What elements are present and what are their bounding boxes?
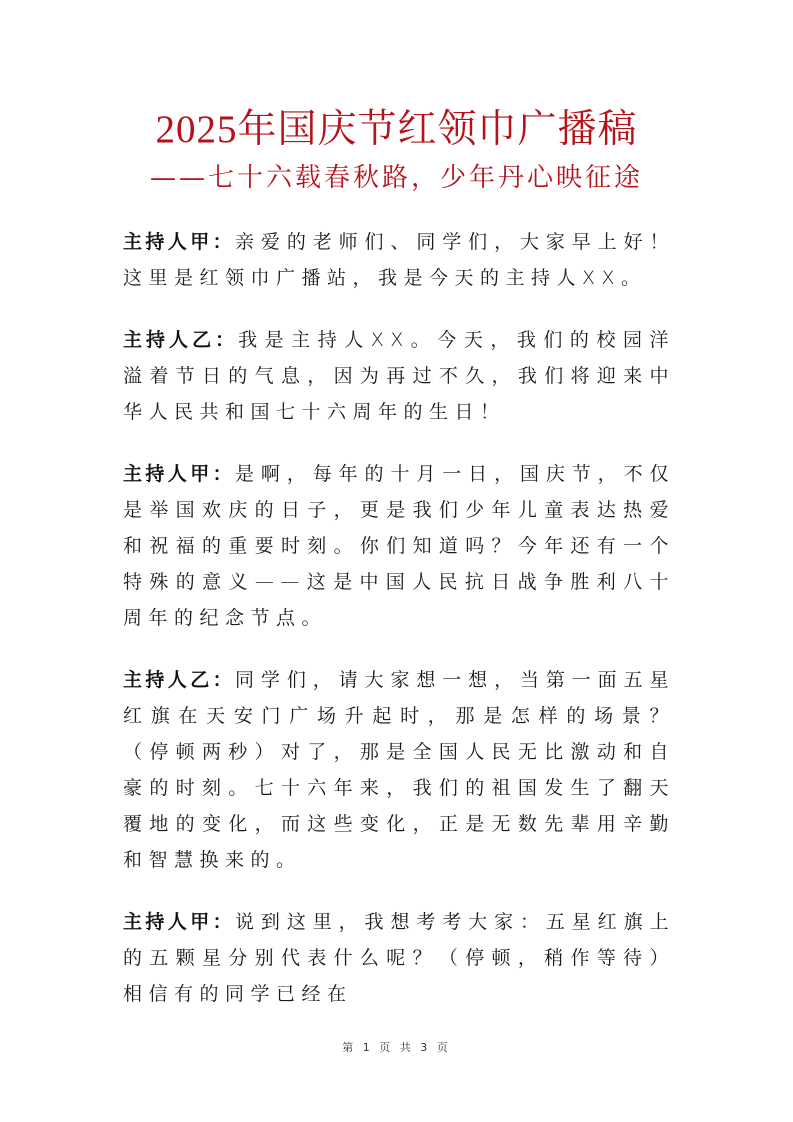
speaker-label: 主持人甲： <box>123 911 236 933</box>
dialogue-paragraph <box>123 904 675 1012</box>
page-number-footer: 第 1 页 共 3 页 <box>342 1041 451 1054</box>
dialogue-paragraph <box>123 662 675 878</box>
dialogue-text: 同学们，请大家想一想，当第一面五星红旗在天安门广场升起时，那是怎样的场景？（停顿两秒）对了，那是全国人民无比激动和自豪的时刻。七十六年来，我们的祖国发生了翻天覆地的变化，而这些变化，正是无数先辈用辛勤和智慧换来的。 <box>123 669 675 871</box>
speaker-label: 主持人乙： <box>123 329 239 351</box>
dialogue-paragraph <box>123 322 675 430</box>
dialogue-text: 亲爱的老师们、同学们，大家早上好！这里是红领巾广播站，我是今天的主持人XX。 <box>123 231 675 289</box>
speaker-label: 主持人乙： <box>123 669 236 691</box>
dialogue-paragraph <box>123 224 675 296</box>
document-body <box>123 224 675 1038</box>
document-subtitle: ——七十六载春秋路，少年丹心映征途 <box>149 163 643 193</box>
dialogue-text: 是啊，每年的十月一日，国庆节，不仅是举国欢庆的日子，更是我们少年儿童表达热爱和祝福的重要时刻。你们知道吗？今年还有一个特殊的意义——这是中国人民抗日战争胜利八十周年的纪念节点。 <box>123 463 675 629</box>
dialogue-paragraph <box>123 456 675 636</box>
speaker-label: 主持人甲： <box>123 463 236 485</box>
dialogue-text: 说到这里，我想考考大家：五星红旗上的五颗星分别代表什么呢？（停顿，稍作等待）相信有的同学已经在 <box>123 911 675 1005</box>
document-title: 2025年国庆节红领巾广播稿 <box>155 108 638 151</box>
speaker-label: 主持人甲： <box>123 231 236 253</box>
dialogue-text: 我是主持人XX。今天，我们的校园洋溢着节日的气息，因为再过不久，我们将迎来中华人民共和国七十六周年的生日！ <box>123 329 675 423</box>
